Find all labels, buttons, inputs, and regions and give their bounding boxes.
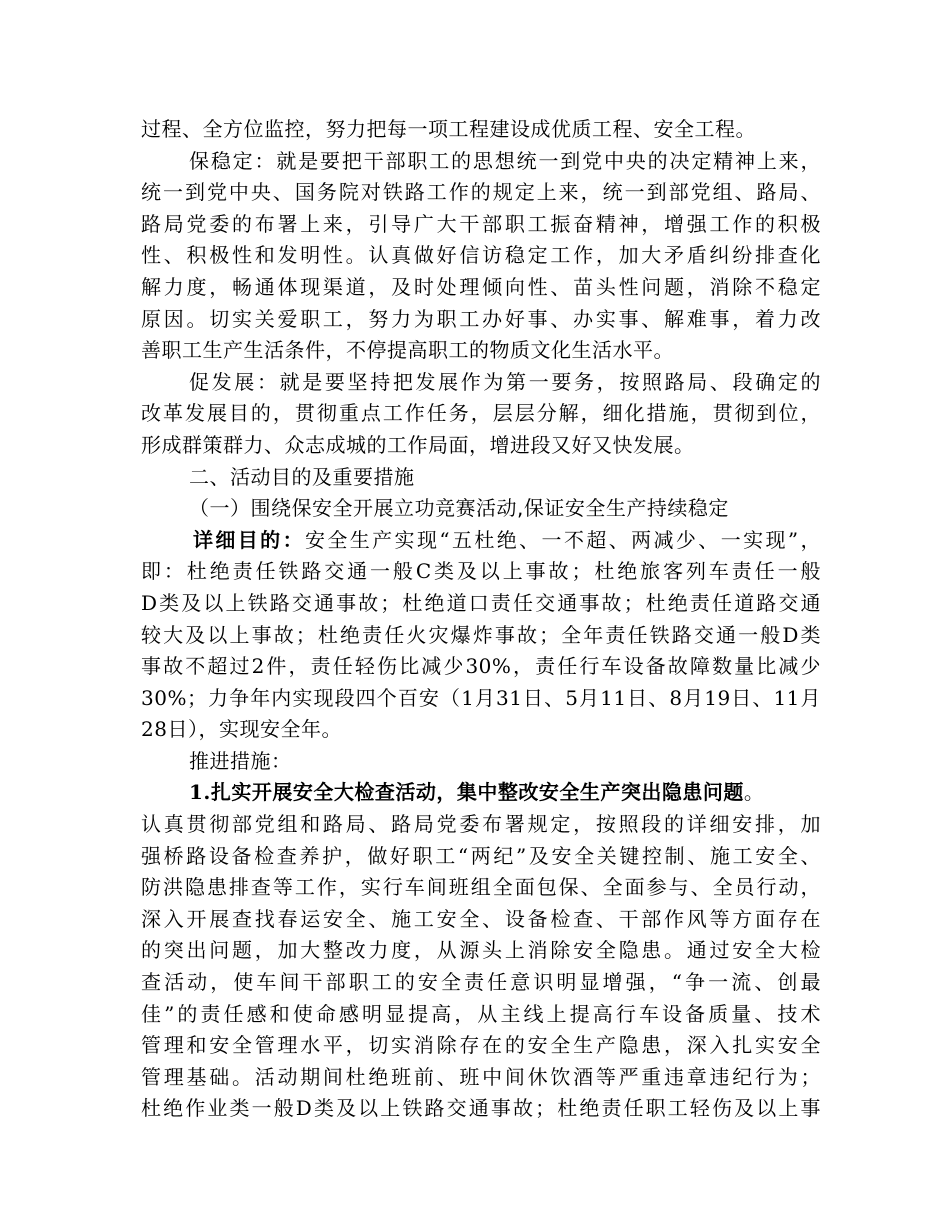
text-line: 善职工生产生活条件，不停提高职工的物质文化生活水平。 xyxy=(141,338,674,363)
document-body xyxy=(141,114,821,1125)
measure-1-heading-end: 。 xyxy=(743,780,765,805)
measure-1-heading: 1.扎实开展安全大检查活动，集中整改安全生产突出隐患问题 xyxy=(189,780,744,805)
text-line: 防洪隐患排查等工作，实行车间班组全面包保、全面参与、全员行动， xyxy=(141,875,821,900)
text-line: 强桥路设备检查养护，做好职工“两纪”及安全关键控制、施工安全、 xyxy=(141,843,821,868)
paragraph-development xyxy=(141,367,821,462)
paragraph-measure-1 xyxy=(141,777,821,1125)
text-line: 杜绝作业类一般D类及以上铁路交通事故；杜绝责任职工轻伤及以上事 xyxy=(141,1096,821,1121)
text-line: 形成群策群力、众志成城的工作局面，增进段又好又快发展。 xyxy=(141,432,695,457)
section-title: 二、活动目的及重要措施 xyxy=(189,464,415,489)
text-line xyxy=(141,146,821,178)
text-line: 深入开展查找春运安全、施工安全、设备检查、干部作风等方面存在 xyxy=(141,906,821,931)
text-line: 管理和安全管理水平，切实消除存在的安全生产隐患，深入扎实安全 xyxy=(141,1033,821,1058)
objectives-text: 安全生产实现“五杜绝、一不超、两减少、一实现”， xyxy=(304,527,822,552)
paragraph-1 xyxy=(141,114,821,146)
subsection-title: （一）围绕保安全开展立功竞赛活动,保证安全生产持续稳定 xyxy=(189,496,729,521)
text-line: 佳”的责任感和使命感明显提高，从主线上提高行车设备质量、技术 xyxy=(141,1001,821,1026)
text-line: 性、积极性和发明性。认真做好信访稳定工作，加大矛盾纠纷排查化 xyxy=(141,243,821,268)
development-label: 促发展 xyxy=(189,369,257,394)
text-line: 查活动，使车间干部职工的安全责任意识明显增强，“争一流、创最 xyxy=(141,970,821,995)
stability-text: ：就是要把干部职工的思想统一到党中央的决定精神上来， xyxy=(254,148,822,173)
paragraph-objectives xyxy=(141,525,821,746)
text-line: 原因。切实关爱职工，努力为职工办好事、办实事、解难事，着力改 xyxy=(141,306,821,331)
text-line xyxy=(141,777,821,809)
text-line: 统一到党中央、国务院对铁路工作的规定上来，统一到部党组、路局、 xyxy=(141,180,821,205)
text-line: 30%；力争年内实现段四个百安（1月31日、5月11日、8月19日、11月 xyxy=(141,685,821,710)
text-line: 事故不超过2件，责任轻伤比减少30%，责任行车设备故障数量比减少 xyxy=(141,654,821,679)
subsection-heading xyxy=(141,493,821,525)
text-line: 改革发展目的，贯彻重点工作任务，层层分解，细化措施，贯彻到位， xyxy=(141,401,821,426)
text-line: 28日），实现安全年。 xyxy=(141,717,342,742)
section-heading xyxy=(141,462,821,494)
paragraph-measures-label xyxy=(141,746,821,778)
text-line: D类及以上铁路交通事故；杜绝道口责任交通事故；杜绝责任道路交通 xyxy=(141,590,821,615)
text-line: 较大及以上事故；杜绝责任火灾爆炸事故；全年责任铁路交通一般D类 xyxy=(141,622,821,647)
measures-label: 推进措施： xyxy=(189,748,292,773)
text-line: 路局党委的布署上来，引导广大干部职工振奋精神，增强工作的积极 xyxy=(141,211,821,236)
development-text: ：就是要坚持把发展作为第一要务，按照路局、段确定的 xyxy=(256,369,822,394)
objectives-label: 详细目的： xyxy=(193,527,305,552)
text-line: 管理基础。活动期间杜绝班前、班中间休饮酒等严重违章违纪行为； xyxy=(141,1064,821,1089)
text-line xyxy=(141,525,821,557)
text-line xyxy=(141,367,821,399)
text-line: 过程、全方位监控，努力把每一项工程建设成优质工程、安全工程。 xyxy=(141,117,756,141)
text-line: 即：杜绝责任铁路交通一般C类及以上事故；杜绝旅客列车责任一般 xyxy=(141,559,821,584)
text-line: 解力度，畅通体现渠道，及时处理倾向性、苗头性问题，消除不稳定 xyxy=(141,274,821,299)
paragraph-stability xyxy=(141,146,821,367)
text-line: 认真贯彻部党组和路局、路局党委布署规定，按照段的详细安排，加 xyxy=(141,812,821,837)
text-line: 的突出问题，加大整改力度，从源头上消除安全隐患。通过安全大检 xyxy=(141,938,821,963)
stability-label: 保稳定 xyxy=(189,148,255,173)
